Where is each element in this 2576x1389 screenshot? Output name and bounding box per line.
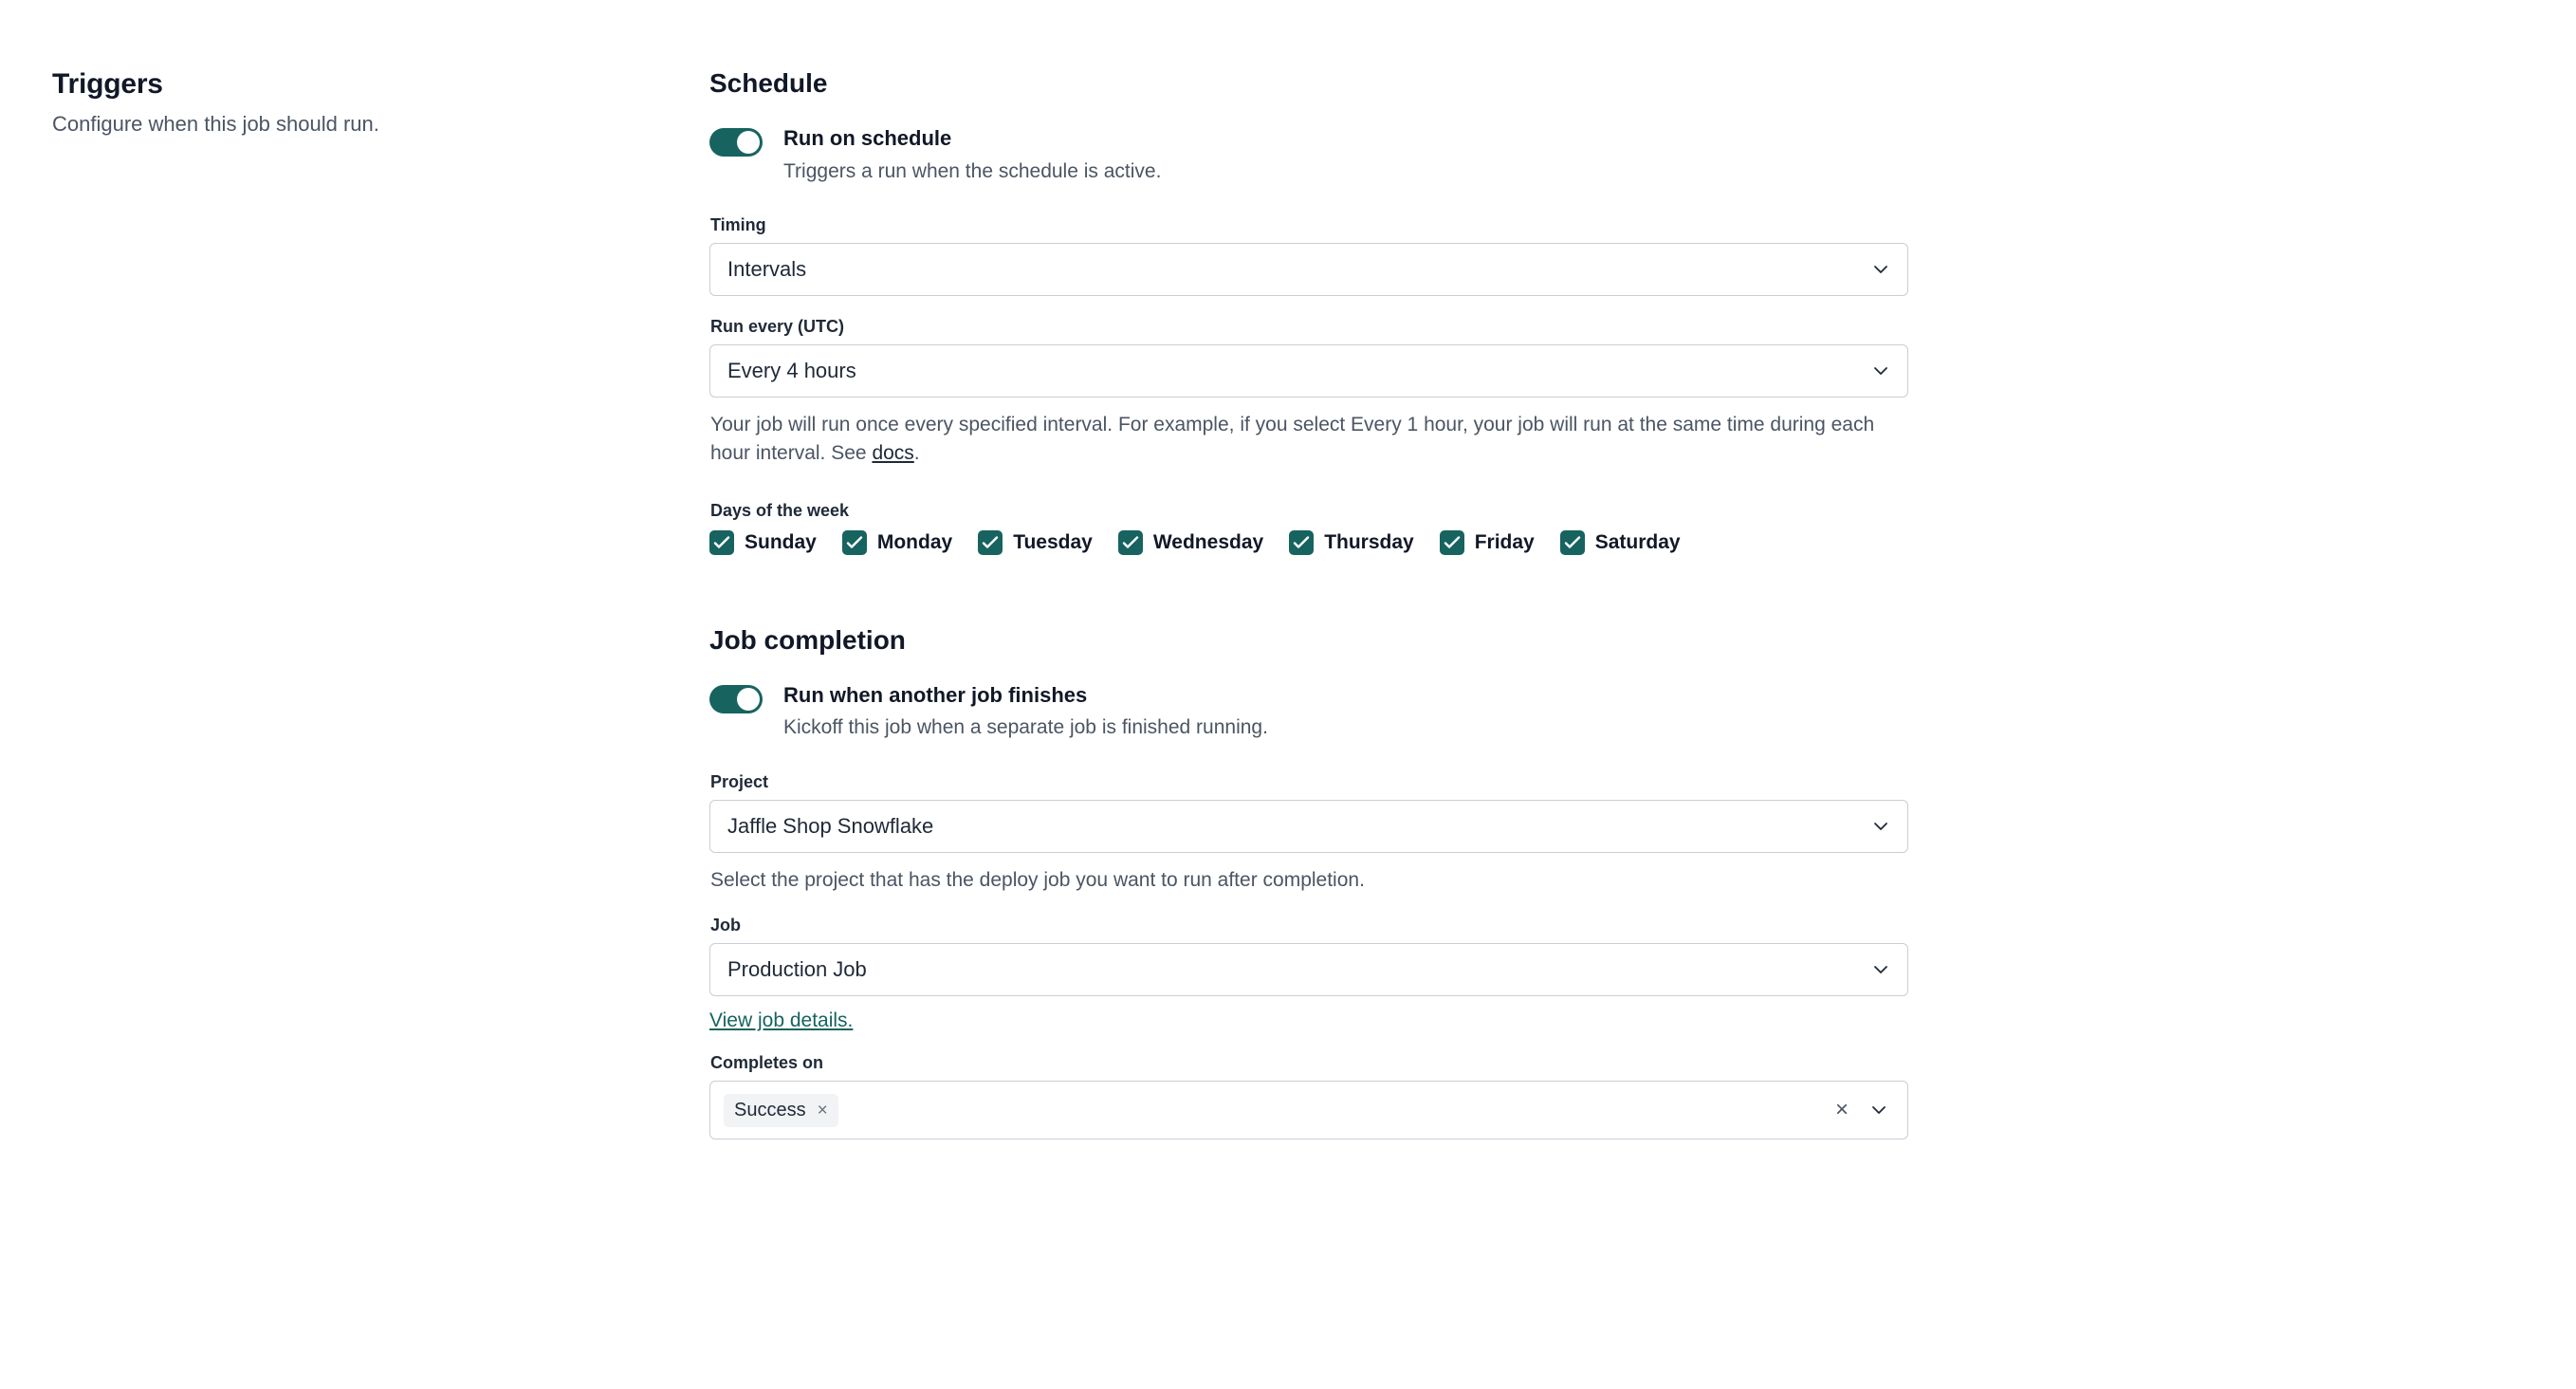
chip-label: Success — [734, 1099, 806, 1120]
completes-on-chip — [724, 1094, 838, 1127]
checkbox-checked-icon — [1118, 530, 1143, 555]
run-every-select[interactable] — [709, 344, 1908, 398]
toggle-knob — [737, 688, 760, 711]
run-when-job-finishes-description: Kickoff this job when a separate job is finished running. — [783, 716, 1268, 739]
day-checkbox-friday[interactable] — [1440, 530, 1535, 555]
day-checkbox-wednesday[interactable] — [1118, 530, 1263, 555]
run-every-helper — [710, 411, 1910, 469]
timing-value: Intervals — [727, 256, 807, 281]
checkbox-checked-icon — [1289, 530, 1314, 555]
run-on-schedule-row — [709, 125, 1933, 185]
day-label: Wednesday — [1152, 530, 1264, 553]
day-label: Tuesday — [1013, 530, 1093, 553]
schedule-section-heading: Schedule — [709, 68, 828, 98]
run-when-job-finishes-row — [709, 682, 1933, 742]
view-job-details-link[interactable]: View job details. — [709, 1009, 854, 1032]
run-every-field — [709, 317, 1933, 469]
job-value: Production Job — [727, 957, 867, 982]
docs-link[interactable]: docs — [872, 442, 914, 465]
day-checkbox-monday[interactable] — [842, 530, 952, 555]
checkbox-checked-icon — [1440, 530, 1464, 555]
timing-label: Timing — [710, 214, 766, 234]
project-label: Project — [710, 771, 769, 791]
run-on-schedule-label: Run on schedule — [783, 126, 952, 150]
project-helper: Select the project that has the deploy job you want to run after completion. — [710, 868, 1365, 891]
chip-remove-icon[interactable]: × — [817, 1100, 828, 1120]
project-value: Jaffle Shop Snowflake — [727, 813, 934, 838]
job-select[interactable] — [709, 943, 1908, 996]
checkbox-checked-icon — [842, 530, 867, 555]
day-label: Monday — [876, 530, 953, 553]
completes-on-field — [709, 1053, 1933, 1139]
checkbox-checked-icon — [1560, 530, 1585, 555]
days-of-week-group — [709, 530, 1933, 555]
day-label: Saturday — [1594, 530, 1681, 553]
job-completion-section-heading: Job completion — [709, 624, 906, 655]
day-checkbox-saturday[interactable] — [1560, 530, 1681, 555]
day-label: Sunday — [745, 530, 817, 553]
checkbox-checked-icon — [709, 530, 734, 555]
chevron-down-icon[interactable] — [1869, 1101, 1888, 1120]
day-label: Friday — [1474, 530, 1535, 553]
run-every-helper-text-before: Your job will run once every specified interval. For example, if you select Every 1 hour, your job will run at the same time during each hour interval. See — [710, 413, 1875, 465]
run-when-job-finishes-toggle[interactable] — [709, 685, 763, 713]
project-field — [709, 772, 1933, 895]
settings-form — [709, 68, 1933, 1160]
day-checkbox-thursday[interactable] — [1289, 530, 1414, 555]
checkbox-checked-icon — [978, 530, 1003, 555]
day-checkbox-tuesday[interactable] — [978, 530, 1093, 555]
job-field — [709, 916, 1933, 1032]
run-every-helper-text-after: . — [913, 442, 920, 465]
page-subtitle: Configure when this job should run. — [52, 112, 379, 136]
toggle-knob — [737, 131, 760, 154]
chevron-down-icon — [1871, 361, 1890, 380]
run-on-schedule-description: Triggers a run when the schedule is active. — [783, 159, 1162, 182]
completes-on-multiselect[interactable] — [709, 1081, 1908, 1139]
timing-select[interactable] — [709, 243, 1908, 296]
run-every-value: Every 4 hours — [727, 358, 856, 382]
completes-on-label: Completes on — [710, 1053, 824, 1073]
project-select[interactable] — [709, 800, 1908, 853]
timing-field — [709, 215, 1933, 296]
job-label: Job — [710, 916, 742, 935]
days-of-week-label: Days of the week — [710, 500, 850, 520]
chevron-down-icon — [1871, 260, 1890, 279]
chevron-down-icon — [1871, 960, 1890, 979]
page-intro — [52, 68, 640, 137]
chevron-down-icon — [1871, 817, 1890, 836]
day-checkbox-sunday[interactable] — [709, 530, 817, 555]
run-on-schedule-toggle[interactable] — [709, 128, 763, 157]
run-when-job-finishes-label: Run when another job finishes — [783, 682, 1088, 707]
day-label: Thursday — [1324, 530, 1414, 553]
page-title: Triggers — [52, 68, 163, 100]
clear-selection-icon[interactable]: × — [1834, 1097, 1849, 1123]
run-every-label: Run every (UTC) — [710, 316, 845, 336]
